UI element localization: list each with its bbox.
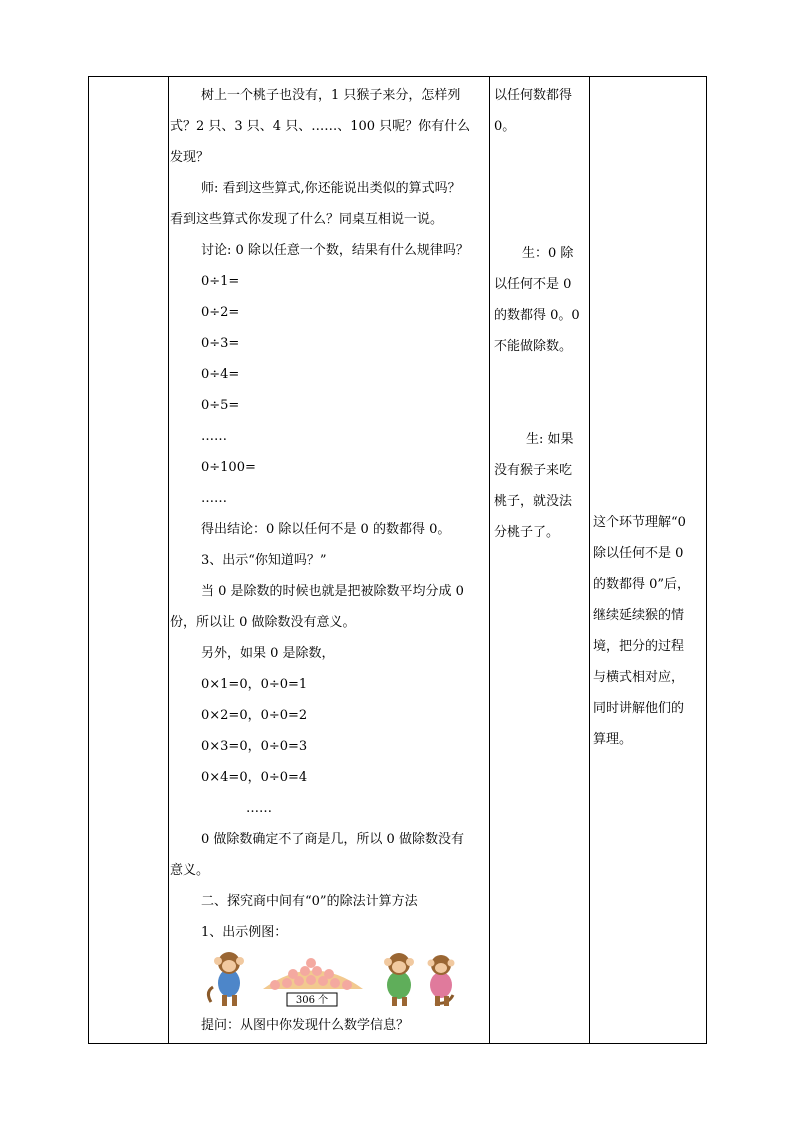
equation-line: 0×4=0，0÷0=4 (201, 770, 308, 785)
column-divider (489, 77, 490, 1043)
equation-line: 0÷100= (201, 460, 256, 475)
equation-line: 0÷1= (201, 274, 240, 289)
text-line: 份，所以让 0 做除数没有意义。 (170, 615, 356, 630)
text-line: 生: 如果 (526, 432, 574, 447)
text-line: 师: 看到这些算式,你还能说出类似的算式吗？ (201, 181, 461, 196)
equation-line: 0÷3= (201, 336, 240, 351)
text-line: 另外，如果 0 是除数， (201, 646, 335, 661)
text-line: 0 做除数确定不了商是几，所以 0 做除数没有 (201, 832, 464, 847)
equation-line: 0÷2= (201, 305, 240, 320)
text-line: 境，把分的过程 (593, 639, 685, 654)
text-line: 的数都得 0”后， (593, 577, 691, 592)
ellipsis-line: …… (201, 491, 227, 506)
text-line: 不能做除数。 (494, 339, 573, 354)
monkey-icon (208, 952, 244, 1006)
text-line: 同时讲解他们的 (593, 701, 685, 716)
text-line: 分桃子了。 (494, 525, 560, 540)
text-line: 没有猴子来吃 (494, 463, 573, 478)
column-divider (168, 77, 169, 1043)
teacher-column (170, 77, 488, 1041)
text-line: 发现？ (170, 150, 210, 165)
equation-line: 0×1=0，0÷0=1 (201, 677, 308, 692)
equation-line: 0÷4= (201, 367, 240, 382)
student-block-3 (494, 362, 586, 548)
conclusion-line: 得出结论：0 除以任何不是 0 的数都得 0。 (201, 522, 451, 537)
text-line: 的数都得 0。0 (494, 308, 580, 323)
text-line: 这个环节理解“0 (593, 515, 686, 530)
ellipsis-line: …… (201, 429, 227, 444)
equation-line: 0×2=0，0÷0=2 (201, 708, 308, 723)
design-column (593, 507, 705, 755)
section-heading: 二、探究商中间有“0”的除法计算方法 (201, 894, 418, 909)
text-line: 生：0 除 (522, 246, 574, 261)
ellipsis-line: …… (246, 801, 272, 816)
question-line: 提问：从图中你发现什么数学信息？ (201, 1018, 410, 1033)
text-line: 与横式相对应， (593, 670, 685, 685)
section-line: 3、出示“你知道吗？” (201, 553, 327, 568)
text-line: 0。 (494, 119, 516, 134)
monkeys-peaches-illustration (203, 947, 483, 1009)
text-line: 看到这些算式你发现了什么？同桌互相说一说。 (170, 212, 444, 227)
text-line: 桃子，就没法 (494, 494, 573, 509)
text-line: 讨论: 0 除以任意一个数，结果有什么规律吗？ (201, 243, 469, 258)
peach-count-label: 306 个 (295, 995, 329, 1006)
text-line: 1、出示例图： (201, 925, 288, 940)
text-line: 以任何不是 0 (494, 277, 572, 292)
column-divider (589, 77, 590, 1043)
lesson-table (88, 76, 707, 1044)
student-column (494, 77, 586, 548)
text-line: 继续延续猴的情 (593, 608, 685, 623)
text-line: 树上一个桃子也没有，1 只猴子来分，怎样列 (201, 88, 461, 103)
equation-line: 0÷5= (201, 398, 240, 413)
text-line: 当 0 是除数的时候也就是把被除数平均分成 0 (201, 584, 464, 599)
text-line: 式？2 只、3 只、4 只、……、100 只呢？你有什么 (170, 119, 471, 134)
equation-line: 0×3=0，0÷0=3 (201, 739, 308, 754)
text-line: 意义。 (170, 863, 210, 878)
student-block-1 (494, 77, 586, 142)
student-block-2 (494, 142, 586, 362)
text-line: 算理。 (593, 732, 633, 747)
peach-pile-icon (263, 958, 363, 990)
text-line: 除以任何不是 0 (593, 546, 684, 561)
text-line: 以任何数都得 (494, 88, 573, 103)
